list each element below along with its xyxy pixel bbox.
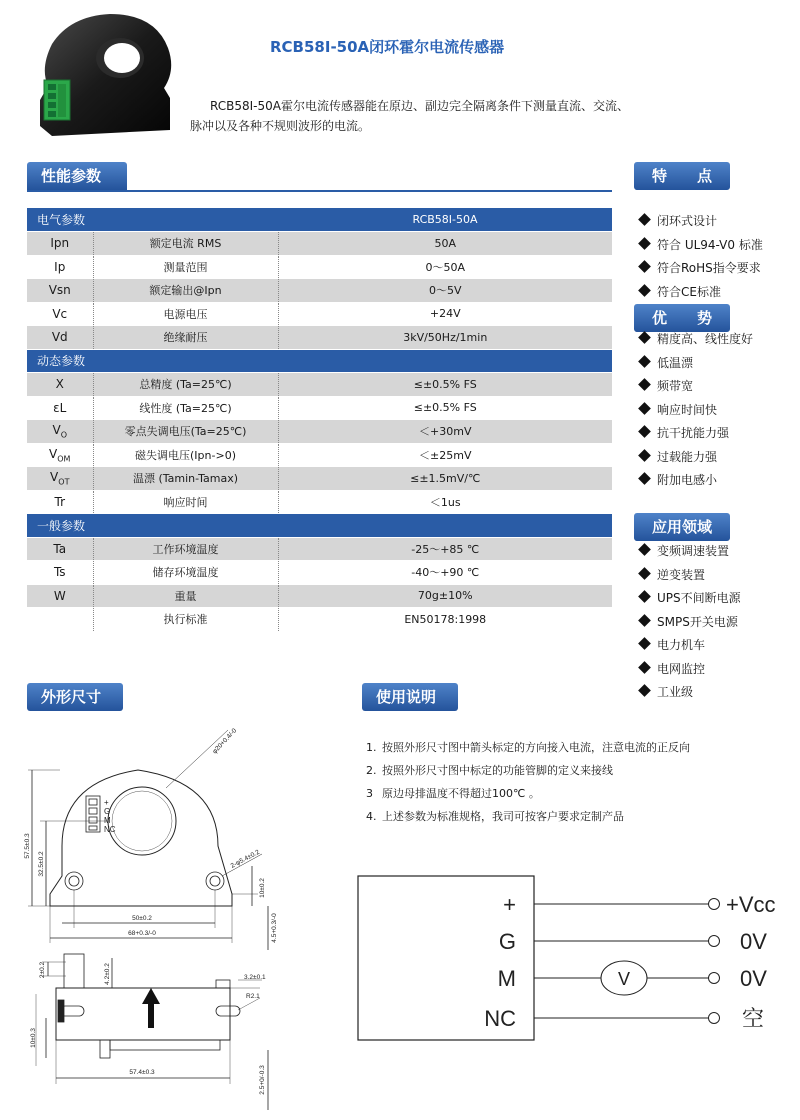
- spec-symbol: Tr: [27, 490, 93, 514]
- dim-top-42: 4.2±0.2: [104, 963, 111, 985]
- performance-divider: [27, 190, 612, 192]
- dim-hole: φ20+0.4/-0: [211, 727, 239, 756]
- spec-symbol: $V_{OT}$: [27, 467, 93, 491]
- pin-label-nc: NC: [104, 825, 116, 834]
- bullet-icon: [638, 637, 651, 650]
- dim-top-2: 2±0.2: [39, 961, 46, 979]
- dim-bottom-w: 57.4±0.3: [129, 1069, 155, 1076]
- application-label: UPS不间断电源: [657, 591, 741, 605]
- usage-number: 1.: [366, 741, 377, 754]
- spec-row: [27, 584, 612, 608]
- wiring-diagram: [356, 870, 786, 1050]
- out-0v-1: 0V: [740, 929, 767, 954]
- application-item: [636, 658, 741, 682]
- spec-value: 70g±10%: [278, 584, 612, 608]
- performance-header: [27, 162, 612, 192]
- spec-row: [27, 302, 612, 326]
- product-photo: [30, 8, 180, 143]
- pin-label-m: M: [104, 816, 111, 825]
- spec-symbol: [27, 608, 93, 632]
- usage-text: 上述参数为标准规格，我司可按客户要求定制产品: [382, 810, 624, 823]
- application-item: [636, 587, 741, 611]
- application-label: 电网监控: [657, 661, 706, 676]
- dim-bottom-h: 10±0.3: [30, 1028, 37, 1048]
- spec-name: 重量: [93, 584, 278, 608]
- application-item: [636, 564, 741, 588]
- application-label: 逆变装置: [657, 567, 706, 582]
- bullet-icon: [638, 567, 651, 580]
- spec-value: ≤±0.5% FS: [278, 396, 612, 420]
- spec-value: -25～+85 ℃: [278, 537, 612, 561]
- usage-number: 3: [366, 787, 373, 800]
- dimensions-title: 外形尺寸: [27, 683, 123, 711]
- spec-row: [27, 326, 612, 350]
- spec-row: [27, 537, 612, 561]
- spec-name: [93, 349, 278, 373]
- bullet-icon: [638, 237, 651, 250]
- spec-group-row: [27, 514, 612, 538]
- advantage-label: 频带宽: [657, 379, 694, 393]
- page-title: RCB58I-50A闭环霍尔电流传感器: [270, 38, 505, 56]
- spec-symbol: $V_{OM}$: [27, 443, 93, 467]
- spec-row: [27, 373, 612, 397]
- advantage-label: 精度高、线性度好: [657, 332, 754, 346]
- spec-name: 工作环境温度: [93, 537, 278, 561]
- bullet-icon: [638, 590, 651, 603]
- features-list: [636, 210, 763, 304]
- advantage-label: 过载能力强: [657, 449, 718, 464]
- bullet-icon: [638, 402, 651, 415]
- spec-row: [27, 467, 612, 491]
- spec-value: 0～50A: [278, 255, 612, 279]
- feature-item: [636, 281, 763, 305]
- usage-number: 2.: [366, 764, 377, 777]
- spec-row: [27, 561, 612, 585]
- usage-title: 使用说明: [362, 683, 458, 711]
- feature-item: [636, 234, 763, 258]
- advantage-label: 附加电感小: [657, 473, 718, 487]
- spec-symbol: 动态参数: [27, 349, 93, 373]
- advantage-item: [636, 352, 753, 376]
- spec-name: 零点失调电压(Ta=25℃): [93, 420, 278, 444]
- spec-value: ≤±1.5mV/℃: [278, 467, 612, 491]
- application-label: 工业级: [657, 685, 694, 699]
- dim-h-center: 32.5±0.2: [38, 851, 45, 877]
- bullet-icon: [638, 472, 651, 485]
- dim-slot-w: 3.2±0.1: [244, 974, 266, 981]
- usage-item: [366, 736, 690, 759]
- spec-name: 总精度 (Ta=25℃): [93, 373, 278, 397]
- advantage-label: 低温漂: [657, 355, 694, 370]
- spec-symbol: 一般参数: [27, 514, 93, 538]
- features-title: 特 点: [634, 162, 730, 190]
- advantages-list: [636, 328, 753, 493]
- spec-value: [278, 514, 612, 538]
- dim-w-outer: 68+0.3/-0: [128, 930, 156, 937]
- spec-symbol: Vd: [27, 326, 93, 350]
- spec-row: [27, 490, 612, 514]
- spec-value: 50A: [278, 232, 612, 256]
- spec-name: 绝缘耐压: [93, 326, 278, 350]
- bullet-icon: [638, 260, 651, 273]
- dim-w-inner: 50±0.2: [132, 915, 152, 922]
- usage-text: 按照外形尺寸图中标定的功能管脚的定义来接线: [382, 764, 613, 777]
- usage-text: 按照外形尺寸图中箭头标定的方向接入电流，注意电流的正反向: [382, 741, 690, 754]
- spec-row: [27, 255, 612, 279]
- spec-row: [27, 232, 612, 256]
- bullet-icon: [638, 543, 651, 556]
- spec-row: [27, 420, 612, 444]
- bullet-icon: [638, 284, 651, 297]
- spec-symbol: Ip: [27, 255, 93, 279]
- pin-plus: +: [503, 892, 516, 917]
- pin-label-plus: +: [104, 798, 109, 807]
- spec-name: 响应时间: [93, 490, 278, 514]
- applications-list: [636, 540, 741, 705]
- bullet-icon: [638, 661, 651, 674]
- spec-symbol: 电气参数: [27, 208, 93, 232]
- spec-value: 3kV/50Hz/1min: [278, 326, 612, 350]
- intro-text: RCB58I-50A霍尔电流传感器能在原边、副边完全隔离条件下测量直流、交流、脉冲以及各种不规则波形的电流。: [190, 99, 629, 133]
- spec-name: [93, 514, 278, 538]
- application-label: 变频调速装置: [657, 544, 730, 558]
- spec-value: ＜±25mV: [278, 443, 612, 467]
- spec-row: [27, 443, 612, 467]
- usage-item: [366, 782, 690, 805]
- dim-base-h: 10±0.2: [259, 878, 266, 898]
- spec-table: [27, 208, 612, 632]
- bullet-icon: [638, 331, 651, 344]
- usage-number: 4.: [366, 810, 377, 823]
- feature-label: 闭环式设计: [657, 214, 718, 228]
- pin-g: G: [498, 929, 516, 954]
- spec-value: [278, 349, 612, 373]
- dimension-drawing: [20, 718, 280, 1118]
- spec-value: EN50178:1998: [278, 608, 612, 632]
- application-item: [636, 540, 741, 564]
- bullet-icon: [638, 614, 651, 627]
- advantage-item: [636, 399, 753, 423]
- performance-title: 性能参数: [27, 162, 127, 190]
- spec-value: 0～5V: [278, 279, 612, 303]
- feature-item: [636, 210, 763, 234]
- advantage-label: 响应时间快: [657, 402, 718, 417]
- dim-slot-r: R2.1: [246, 993, 260, 1000]
- spec-name: 额定电流 RMS: [93, 232, 278, 256]
- bullet-icon: [638, 425, 651, 438]
- spec-symbol: Ipn: [27, 232, 93, 256]
- usage-text: 原边母排温度不得超过100℃ 。: [382, 787, 540, 800]
- advantage-item: [636, 446, 753, 470]
- application-item: [636, 611, 741, 635]
- spec-value: +24V: [278, 302, 612, 326]
- dim-side-h: 4.5+0.3/-0: [271, 913, 278, 943]
- spec-name: 磁失调电压(Ipn->0): [93, 443, 278, 467]
- spec-symbol: Vc: [27, 302, 93, 326]
- spec-value: ＜1us: [278, 490, 612, 514]
- dim-mount-hole: 2-φ5.4±0.2: [229, 848, 261, 870]
- spec-value: RCB58I-50A: [278, 208, 612, 232]
- usage-item: [366, 805, 690, 828]
- pin-nc: NC: [484, 1006, 516, 1031]
- pin-label-g: G: [104, 807, 111, 816]
- advantages-title: 优 势: [634, 304, 730, 332]
- applications-title: 应用领域: [634, 513, 730, 541]
- spec-name: 温漂 (Tamin-Tamax): [93, 467, 278, 491]
- spec-symbol: Ts: [27, 561, 93, 585]
- spec-symbol: Vsn: [27, 279, 93, 303]
- out-vcc: +Vcc: [726, 892, 776, 917]
- spec-name: 线性度 (Ta=25℃): [93, 396, 278, 420]
- advantage-label: 抗干扰能力强: [657, 426, 730, 440]
- spec-row: [27, 279, 612, 303]
- pin-m: M: [497, 966, 516, 991]
- spec-symbol: W: [27, 584, 93, 608]
- feature-label: 符合RoHS指令要求: [657, 261, 761, 275]
- spec-name: 电源电压: [93, 302, 278, 326]
- out-empty: 空: [742, 1006, 765, 1031]
- dim-h-total: 57.5±0.3: [24, 833, 31, 859]
- feature-item: [636, 257, 763, 281]
- application-item: [636, 634, 741, 658]
- usage-item: [366, 759, 690, 782]
- spec-value: ＜+30mV: [278, 420, 612, 444]
- bullet-icon: [638, 449, 651, 462]
- spec-symbol: εL: [27, 396, 93, 420]
- out-0v-2: 0V: [740, 966, 767, 991]
- spec-name: 测量范围: [93, 255, 278, 279]
- advantage-item: [636, 328, 753, 352]
- application-label: SMPS开关电源: [657, 614, 738, 629]
- application-item: [636, 681, 741, 705]
- feature-label: 符合CE标准: [657, 284, 721, 299]
- bullet-icon: [638, 684, 651, 697]
- spec-name: [93, 208, 278, 232]
- spec-symbol: X: [27, 373, 93, 397]
- spec-name: 额定输出@Ipn: [93, 279, 278, 303]
- dim-pin-h: 2.5+0/-0.3: [259, 1065, 266, 1095]
- spec-row: [27, 396, 612, 420]
- spec-symbol: Ta: [27, 537, 93, 561]
- bullet-icon: [638, 378, 651, 391]
- spec-value: ≤±0.5% FS: [278, 373, 612, 397]
- feature-label: 符合 UL94-V0 标准: [657, 237, 763, 252]
- spec-row: [27, 608, 612, 632]
- advantage-item: [636, 375, 753, 399]
- spec-value: -40～+90 ℃: [278, 561, 612, 585]
- spec-group-row: [27, 208, 612, 232]
- spec-symbol: $V_O$: [27, 420, 93, 444]
- advantage-item: [636, 469, 753, 493]
- bullet-icon: [638, 355, 651, 368]
- spec-name: 执行标准: [93, 608, 278, 632]
- usage-list: [366, 736, 690, 828]
- bullet-icon: [638, 213, 651, 226]
- application-label: 电力机车: [657, 638, 706, 652]
- meter-label: V: [617, 969, 631, 989]
- advantage-item: [636, 422, 753, 446]
- spec-group-row: [27, 349, 612, 373]
- spec-name: 储存环境温度: [93, 561, 278, 585]
